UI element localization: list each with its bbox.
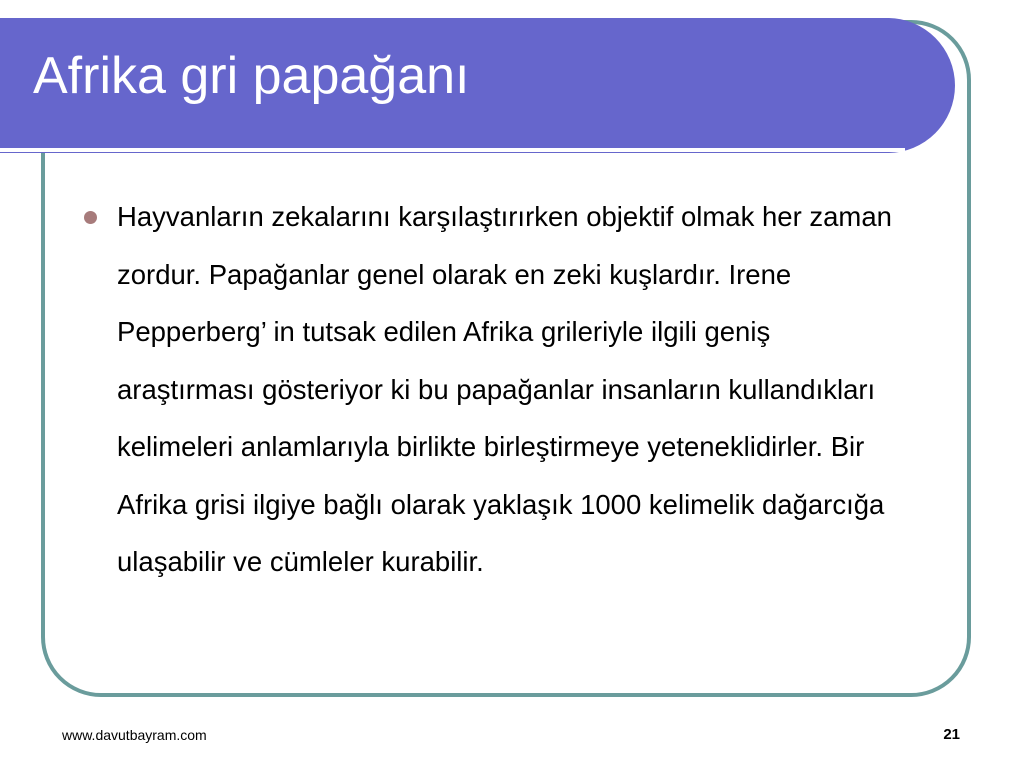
- bullet-item: [84, 188, 894, 591]
- footer-url: www.davutbayram.com: [62, 727, 207, 743]
- bullet-dot-icon: [84, 211, 97, 224]
- title-underline: [0, 148, 905, 152]
- slide-title: Afrika gri papağanı: [33, 47, 470, 105]
- page-number: 21: [943, 726, 960, 743]
- bullet-text: Hayvanların zekalarını karşılaştırırken objektif olmak her zaman zordur. Papağanlar genel olarak en zeki kuşlardır. Irene Pepperberg’ in tutsak edilen Afrika grileriyle ilgili geniş araştırması gösteriyor ki bu papağanlar insanların kullandıkları kelimeleri anlamlarıyla birlikte birleştirmeye yeteneklidirler. Bir Afrika grisi ilgiye bağlı olarak yaklaşık 1000 kelimelik dağarcığa ulaşabilir ve cümleler kurabilir.: [117, 201, 892, 577]
- bullet-list: [84, 188, 894, 591]
